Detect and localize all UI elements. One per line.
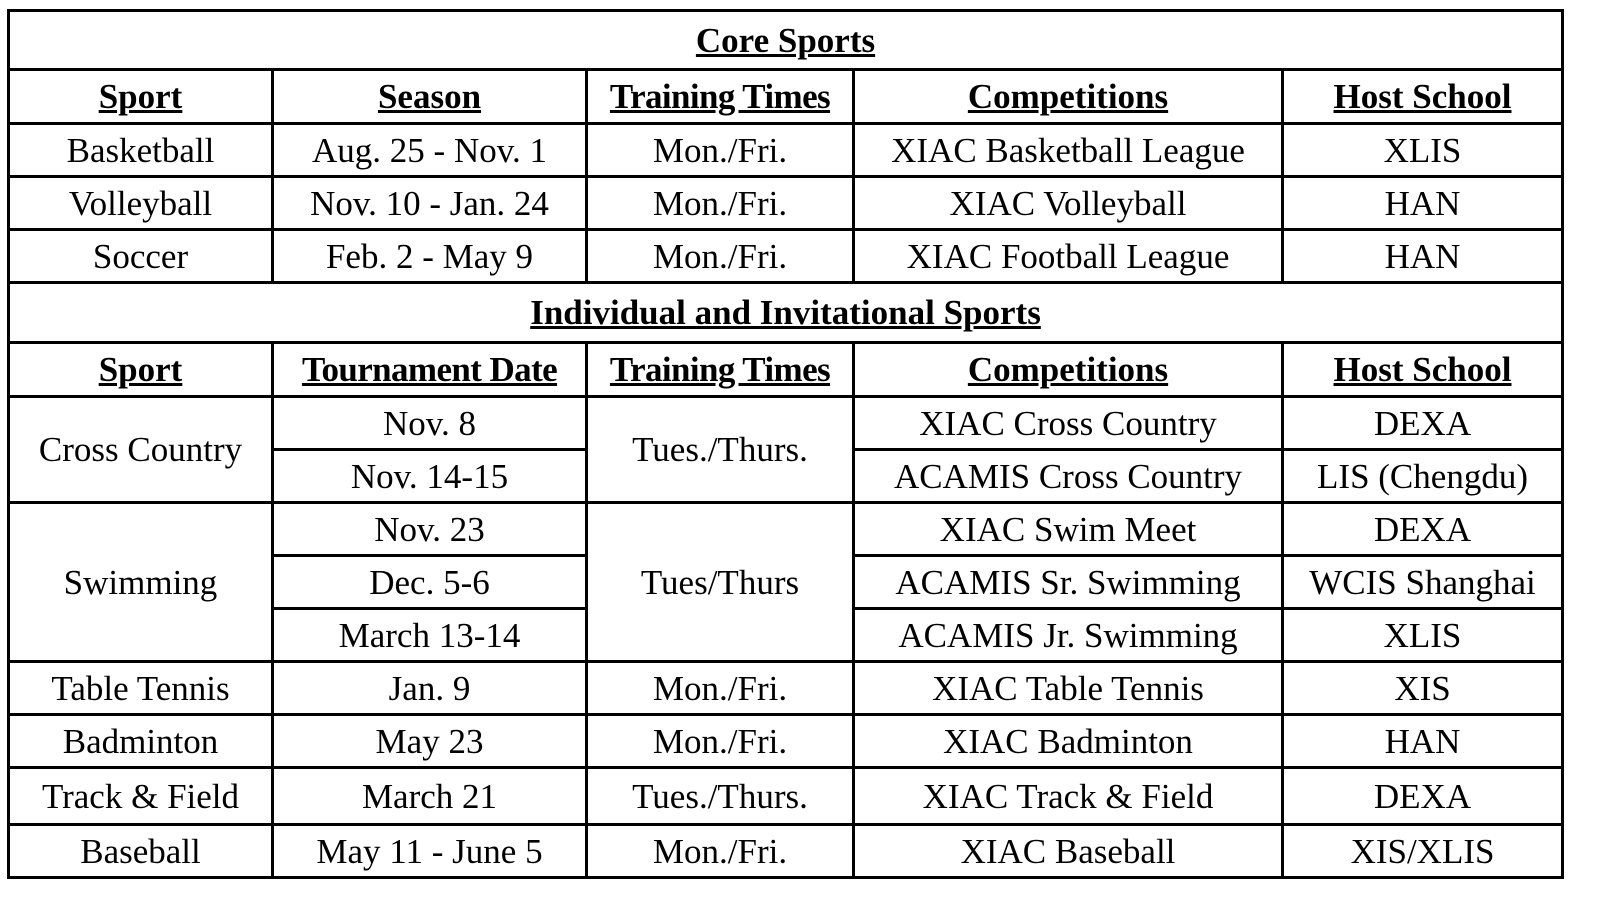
host-cell: XIS/XLIS <box>1283 825 1563 878</box>
date-cell: Dec. 5-6 <box>273 556 587 609</box>
training-cell: Mon./Fri. <box>587 825 854 878</box>
sport-cell: Baseball <box>9 825 273 878</box>
host-cell: XIS <box>1283 662 1563 715</box>
date-cell: May 11 - June 5 <box>273 825 587 878</box>
table-row <box>9 662 1563 715</box>
table-row <box>9 397 1563 450</box>
season-cell: Aug. 25 - Nov. 1 <box>273 124 587 177</box>
training-cell: Tues/Thurs <box>587 503 854 662</box>
date-cell: Nov. 14-15 <box>273 450 587 503</box>
sport-cell: Swimming <box>9 503 273 662</box>
host-cell: DEXA <box>1283 768 1563 825</box>
host-cell: HAN <box>1283 715 1563 768</box>
individual-title-row <box>9 283 1563 343</box>
table-row <box>9 715 1563 768</box>
core-sports-title: Core Sports <box>9 11 1563 70</box>
competition-cell: XIAC Football League <box>854 230 1283 283</box>
host-cell: DEXA <box>1283 397 1563 450</box>
header-host-school: Host School <box>1283 70 1563 124</box>
core-header-row <box>9 70 1563 124</box>
host-cell: LIS (Chengdu) <box>1283 450 1563 503</box>
individual-sports-title: Individual and Invitational Sports <box>9 283 1563 343</box>
table-row <box>9 124 1563 177</box>
host-cell: XLIS <box>1283 124 1563 177</box>
competition-cell: XIAC Swim Meet <box>854 503 1283 556</box>
host-cell: HAN <box>1283 230 1563 283</box>
season-cell: Feb. 2 - May 9 <box>273 230 587 283</box>
training-cell: Mon./Fri. <box>587 715 854 768</box>
header-sport: Sport <box>9 70 273 124</box>
competition-cell: XIAC Cross Country <box>854 397 1283 450</box>
sport-cell: Cross Country <box>9 397 273 503</box>
competition-cell: XIAC Table Tennis <box>854 662 1283 715</box>
header-sport: Sport <box>9 343 273 397</box>
competition-cell: ACAMIS Sr. Swimming <box>854 556 1283 609</box>
header-host-school: Host School <box>1283 343 1563 397</box>
training-cell: Mon./Fri. <box>587 662 854 715</box>
table-row <box>9 768 1563 825</box>
table-row <box>9 825 1563 878</box>
date-cell: May 23 <box>273 715 587 768</box>
competition-cell: XIAC Volleyball <box>854 177 1283 230</box>
individual-header-row <box>9 343 1563 397</box>
host-cell: DEXA <box>1283 503 1563 556</box>
season-cell: Nov. 10 - Jan. 24 <box>273 177 587 230</box>
host-cell: XLIS <box>1283 609 1563 662</box>
training-cell: Mon./Fri. <box>587 230 854 283</box>
competition-cell: XIAC Track & Field <box>854 768 1283 825</box>
sport-cell: Table Tennis <box>9 662 273 715</box>
sport-cell: Volleyball <box>9 177 273 230</box>
competition-cell: XIAC Basketball League <box>854 124 1283 177</box>
header-competitions: Competitions <box>854 343 1283 397</box>
table-row <box>9 230 1563 283</box>
date-cell: March 21 <box>273 768 587 825</box>
host-cell: WCIS Shanghai <box>1283 556 1563 609</box>
core-title-row <box>9 11 1563 70</box>
sport-cell: Badminton <box>9 715 273 768</box>
header-training-times: Training Times <box>587 343 854 397</box>
training-cell: Tues./Thurs. <box>587 768 854 825</box>
sport-cell: Basketball <box>9 124 273 177</box>
date-cell: Nov. 23 <box>273 503 587 556</box>
header-competitions: Competitions <box>854 70 1283 124</box>
date-cell: Nov. 8 <box>273 397 587 450</box>
sport-cell: Track & Field <box>9 768 273 825</box>
sports-schedule-table <box>7 9 1564 879</box>
header-season: Season <box>273 70 587 124</box>
date-cell: March 13-14 <box>273 609 587 662</box>
training-cell: Tues./Thurs. <box>587 397 854 503</box>
competition-cell: XIAC Baseball <box>854 825 1283 878</box>
header-tournament-date: Tournament Date <box>273 343 587 397</box>
competition-cell: XIAC Badminton <box>854 715 1283 768</box>
training-cell: Mon./Fri. <box>587 124 854 177</box>
host-cell: HAN <box>1283 177 1563 230</box>
training-cell: Mon./Fri. <box>587 177 854 230</box>
table-row <box>9 177 1563 230</box>
header-training-times: Training Times <box>587 70 854 124</box>
sport-cell: Soccer <box>9 230 273 283</box>
date-cell: Jan. 9 <box>273 662 587 715</box>
table-row <box>9 503 1563 556</box>
competition-cell: ACAMIS Jr. Swimming <box>854 609 1283 662</box>
competition-cell: ACAMIS Cross Country <box>854 450 1283 503</box>
